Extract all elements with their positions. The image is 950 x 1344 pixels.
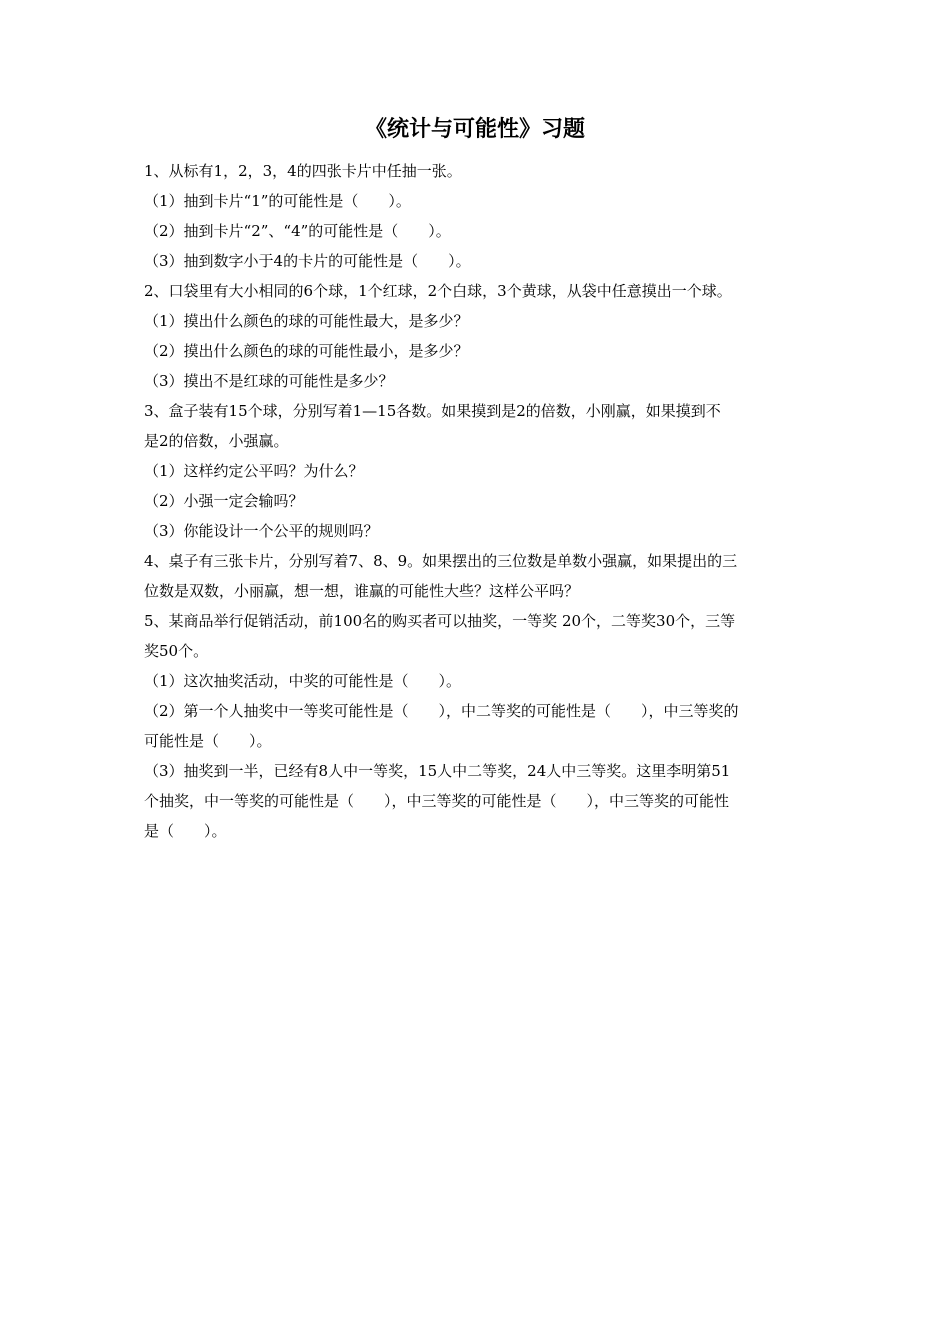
question-3-part-3: （3）你能设计一个公平的规则吗？ (144, 522, 379, 540)
question-5-part-3-line-2: 个抽奖，中一等奖的可能性是（ ），中三等奖的可能性是（ ），中三等奖的可能性 (144, 792, 730, 810)
document-body (144, 156, 810, 846)
question-1-part-3: （3）抽到数字小于4的卡片的可能性是（ ）。 (144, 252, 471, 270)
page-title: 《统计与可能性》习题 (364, 117, 585, 142)
question-2-part-1: （1）摸出什么颜色的球的可能性最大，是多少？ (144, 312, 469, 330)
question-5-part-2-line-1: （2）第一个人抽奖中一等奖可能性是（ ），中二等奖的可能性是（ ），中三等奖的 (144, 702, 739, 720)
question-3-line-2: 是2的倍数，小强赢。 (144, 432, 289, 450)
question-4-line-2: 位数是双数，小丽赢，想一想，谁赢的可能性大些？这样公平吗？ (144, 582, 580, 600)
question-5-part-3-line-3: 是（ ）。 (144, 822, 227, 840)
question-2-part-2: （2）摸出什么颜色的球的可能性最小，是多少？ (144, 342, 469, 360)
question-5-part-1: （1）这次抽奖活动，中奖的可能性是（ ）。 (144, 672, 462, 690)
question-1-part-2: （2）抽到卡片“2”、“4”的可能性是（ ）。 (144, 222, 451, 240)
question-5-line-2: 奖50个。 (144, 642, 209, 660)
question-3-part-2: （2）小强一定会输吗？ (144, 492, 304, 510)
question-5-part-3-line-1: （3）抽奖到一半，已经有8人中一等奖，15人中二等奖，24人中三等奖。这里李明第51 (144, 762, 731, 780)
question-3-line-1: 3、盒子装有15个球，分别写着1—15各数。如果摸到是2的倍数，小刚赢，如果摸到不 (144, 402, 721, 420)
question-5-part-2-line-2: 可能性是（ ）。 (144, 732, 272, 750)
question-1: 1、从标有1，2，3，4的四张卡片中任抽一张。 (144, 162, 462, 180)
question-3-part-1: （1）这样约定公平吗？为什么？ (144, 462, 364, 480)
question-4-line-1: 4、桌子有三张卡片，分别写着7、8、9。如果摆出的三位数是单数小强赢，如果提出的三 (144, 552, 738, 570)
question-2: 2、口袋里有大小相同的6个球，1个红球，2个白球，3个黄球，从袋中任意摸出一个球。 (144, 282, 732, 300)
question-1-part-1: （1）抽到卡片“1”的可能性是（ ）。 (144, 192, 411, 210)
question-5-line-1: 5、某商品举行促销活动，前100名的购买者可以抽奖，一等奖 20个，二等奖30个，三等 (144, 612, 736, 630)
question-2-part-3: （3）摸出不是红球的可能性是多少？ (144, 372, 394, 390)
